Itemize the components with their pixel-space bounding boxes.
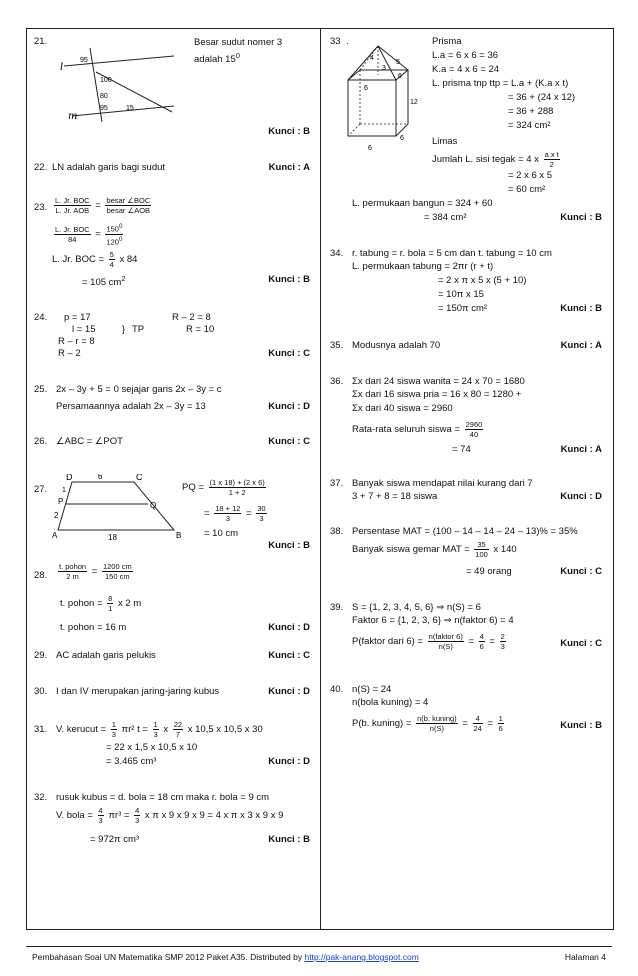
q27-result: = 10 cm [204,528,239,539]
q27-line-2: = $\frac{18 + 12}{3}$ = $\frac{30}{3}$ [204,504,266,523]
q36-line-3: Σx dari 40 siswa = 2960 [352,403,453,414]
q40-line-1: n(S) = 24 [352,684,392,695]
q21-label-m: m [68,111,78,122]
q34-number: 34. [330,248,344,259]
q24-r1: R – r = 8 [58,336,95,347]
question-28 [34,560,310,640]
question-22 [34,162,310,176]
q34-line-2: L. permukaan tabung = 2πr (r + t) [352,261,494,272]
q31-line-2: = 22 x 1,5 x 10,5 x 10 [106,742,198,753]
q33-label-6: 6 [398,73,402,80]
q34-answer-key: Kunci : B [560,303,602,314]
q33-prisma-title: Prisma [432,36,462,47]
q32-line-2: V. bola = $\frac{4}{3}$ πr³ = $\frac{4}{3}$ x π x 9 x 9 x 9 = 4 x π x 3 x 9 x 9 [56,806,284,825]
q33-js2: = 2 x 6 x 5 [508,170,553,181]
q28-line-1: $\frac{\text{t. pohon}}{2 m}$ = $\frac{1200 cm}{150 cm}$ [59,562,132,581]
q33-lb2: = 384 cm² [424,212,467,223]
q33-limas-title: Limas [432,136,458,147]
q33-dot: . [346,36,349,47]
q21-answer-key: Kunci : B [268,126,310,137]
q26-text: ∠ABC = ∠POT [56,436,123,447]
question-29 [34,650,310,664]
q25-line-1: 2x – 3y + 5 = 0 sejajar garis 2x – 3y = c [56,384,222,395]
q21-label-l: l [60,62,64,73]
q24-brace: } [122,324,126,335]
q23-line-1: $\frac{\text{L. Jr. BOC}}{\text{L. Jr. AOB}}$ = $\frac{\text{besar ∠BOC}}{\text{besar ∠AOB}}$ [55,196,151,215]
q27-label-P: P [58,497,64,506]
q21-angle-95b: 95 [100,105,108,112]
q36-line-1: Σx dari 24 siswa wanita = 24 x 70 = 1680 [352,376,525,387]
q23-line-3: L. Jr. BOC = $\frac{5}{4}$ x 84 [52,250,138,269]
q37-line-1: Banyak siswa mendapat nilai kurang dari 7 [352,478,533,489]
q35-answer-key: Kunci : A [560,340,602,351]
q30-answer-key: Kunci : D [268,686,310,697]
q30-text: I dan IV merupakan jaring-jaring kubus [56,686,220,697]
q33-label-6b: 6 [400,135,404,142]
q36-answer-key: Kunci : A [560,444,602,455]
q33-answer-key: Kunci : B [560,212,602,223]
question-24 [34,312,310,372]
q36-line-4: Rata-rata seluruh siswa = $\frac{2960}{40}$ [352,420,483,439]
q24-c1: R – 2 = 8 [172,312,211,323]
q27-label-B: B [176,531,182,540]
q24-l: l = 15 [72,324,96,335]
question-38 [330,526,602,578]
q27-answer-key: Kunci : B [268,540,310,551]
q24-tp: TP [132,324,145,335]
page-footer [26,946,612,962]
question-37 [330,478,602,506]
q34-line-3: = 2 x π x 5 x (5 + 10) [438,275,527,286]
q25-number: 25. [34,384,48,395]
q26-number: 26. [34,436,48,447]
q27-trapezoid-figure [52,474,182,540]
q32-line-1: rusuk kubus = d. bola = 18 cm maka r. bola = 9 cm [56,792,270,803]
q33-lb1: L. permukaan bangun = 324 + 60 [352,198,493,209]
q23-answer-key: Kunci : B [268,274,310,285]
q29-text: AC adalah garis pelukis [56,650,156,661]
q21-line-m [72,106,174,116]
question-35 [330,340,602,354]
q27-line-1: PQ = $\frac{(1 x 18) + (2 x 6)}{1 + 2}$ [182,478,265,497]
question-23 [34,196,310,296]
q37-number: 37. [330,478,344,489]
q40-line-2: n(bola kuning) = 4 [352,697,429,708]
q27-label-D: D [66,474,73,482]
q33-la: L.a = 6 x 6 = 36 [432,50,499,61]
q33-label-6c: 6 [368,145,372,152]
q21-angle-15: 15 [126,105,134,112]
q33-lp3: = 36 + 288 [508,106,554,117]
q24-answer-key: Kunci : C [268,348,310,359]
q22-answer-key: Kunci : A [268,162,310,173]
q33-apex-edge-4 [360,46,378,70]
q22-text: LN adalah garis bagi sudut [52,162,166,173]
question-39 [330,602,602,662]
q23-number: 23. [34,202,48,213]
q29-answer-key: Kunci : C [268,650,310,661]
q25-line-2: Persamaannya adalah 2x – 3y = 13 [56,401,206,412]
q24-r2: R – 2 [58,348,81,359]
q21-parallel-lines-figure [54,42,174,122]
column-divider [320,28,321,929]
q31-answer-key: Kunci : D [268,756,310,767]
q35-text: Modusnya adalah 70 [352,340,441,351]
q36-line-5: = 74 [452,444,471,455]
q21-angle-100: 100 [100,77,112,84]
q28-line-3: t. pohon = 16 m [60,622,127,633]
q40-answer-key: Kunci : B [560,720,602,731]
q30-number: 30. [34,686,48,697]
q23-line-2: $\frac{\text{L. Jr. BOC}}{84}$ = $\frac{150^0}{120^0}$ [55,223,123,246]
q38-number: 38. [330,526,344,537]
q37-answer-key: Kunci : D [560,491,602,502]
q21-angle-80: 80 [100,93,108,100]
q39-line-3: P(faktor dari 6) = $\frac{\text{n(faktor 6)}}{n(S)}$ = $\frac{4}{6}$ = $\frac{2}{3}$ [352,632,505,651]
q38-line-1: Persentase MAT = (100 – 14 – 14 – 24 – 13)% = 35% [352,526,578,537]
q38-answer-key: Kunci : C [560,566,602,577]
q34-line-5: = 150π cm² [438,303,488,314]
q33-prism-pyramid-figure [342,44,422,154]
q31-line-3: = 3.465 cm³ [106,756,157,767]
q40-number: 40. [330,684,344,695]
page-number: Halaman 4 [564,952,606,962]
q33-ka: K.a = 4 x 6 = 24 [432,64,500,75]
footer-credit [32,952,419,962]
q28-answer-key: Kunci : D [268,622,310,633]
question-27 [34,474,310,554]
q25-answer-key: Kunci : D [268,401,310,412]
q38-line-2: Banyak siswa gemar MAT = $\frac{35}{100}$ x 140 [352,540,517,559]
q32-answer-key: Kunci : B [268,834,310,845]
question-25 [34,384,310,414]
question-31 [34,720,310,780]
q27-number: 27. [34,484,48,495]
q27-label-6: 6 [98,474,103,481]
q24-p: p = 17 [64,312,91,323]
q33-js3: = 60 cm² [508,184,546,195]
q33-number: 33 [330,36,341,47]
question-32 [34,792,310,862]
q40-line-3: P(b. kuning) = $\frac{\text{n(b. kuning)}}{n(S)}$ = $\frac{4}{24}$ = $\frac{1}{6}$ [352,714,503,733]
q22-number: 22. [34,162,48,173]
q33-lp1: L. prisma tnp ttp = L.a + (K.a x t) [432,78,569,89]
question-33 [330,36,602,226]
q39-answer-key: Kunci : C [560,638,602,649]
question-34 [330,248,602,320]
q33-label-3: 3 [382,65,386,72]
q32-number: 32. [34,792,48,803]
q31-number: 31. [34,724,48,735]
q27-label-2: 2 [54,511,59,520]
q35-number: 35. [330,340,344,351]
q33-label-6a: 6 [364,85,368,92]
q36-line-2: Σx dari 16 siswa pria = 16 x 80 = 1280 + [352,389,522,400]
question-30 [34,686,310,700]
q37-line-2: 3 + 7 + 8 = 18 siswa [352,491,438,502]
q33-lp4: = 324 cm² [508,120,551,131]
question-40 [330,684,602,744]
q28-line-2: t. pohon = $\frac{8}{1}$ x 2 m [60,594,142,613]
q27-label-C: C [136,474,143,482]
question-36 [330,376,602,466]
q33-prism-front [348,80,396,136]
question-21 [34,36,310,136]
footer-text: Pembahasan Soal UN Matematika SMP 2012 Paket A35. Distributed by [32,952,305,962]
q39-line-2: Faktor 6 = {1, 2, 3, 6} ⇒ n(faktor 6) = 4 [352,615,514,626]
q33-label-12: 12 [410,99,418,106]
q34-line-4: = 10π x 15 [438,289,484,300]
q23-line-4: = 105 $cm^2$ [82,274,126,289]
q31-line-1: V. kerucut = $\frac{1}{3}$ πr² t = $\frac{1}{3}$ x $\frac{22}{7}$ x 10,5 x 10,5 x 30 [56,720,263,739]
q38-line-3: = 49 orang [466,566,512,577]
q27-label-18: 18 [108,533,117,540]
q36-number: 36. [330,376,344,387]
q27-label-A: A [52,531,58,540]
footer-blog-link[interactable]: http://pak-anang.blogspot.com [304,952,419,962]
question-26 [34,436,310,450]
q28-number: 28. [34,570,48,581]
q33-js1: Jumlah L. sisi tegak = 4 x $\frac{\text{a x t}}{2}$ [432,150,559,169]
q21-angle-95: 95 [80,57,88,64]
q21-note: Besar sudut nomer 3 adalah $15^0$ [194,37,283,66]
q33-apex-edge-2 [378,46,396,80]
q33-lp2: = 36 + (24 x 12) [508,92,576,103]
q21-number: 21. [34,36,48,47]
q39-number: 39. [330,602,344,613]
q39-line-1: S = {1, 2, 3, 4, 5, 6} ⇒ n(S) = 6 [352,602,481,613]
q32-line-3: = 972π cm³ [90,834,140,845]
q24-c2: R = 10 [186,324,215,335]
q33-apex-edge-1 [348,46,378,80]
q33-label-4: 4 [370,55,374,62]
q27-label-1: 1 [62,487,66,494]
q27-label-Q: Q [150,501,157,510]
q34-line-1: r. tabung = r. bola = 5 cm dan t. tabung = 10 cm [352,248,552,259]
q24-number: 24. [34,312,48,323]
q29-number: 29. [34,650,48,661]
q27-trapezoid [58,482,174,530]
q33-label-5: 5 [396,59,400,66]
q33-hidden-edge-3 [348,124,360,136]
q26-answer-key: Kunci : C [268,436,310,447]
